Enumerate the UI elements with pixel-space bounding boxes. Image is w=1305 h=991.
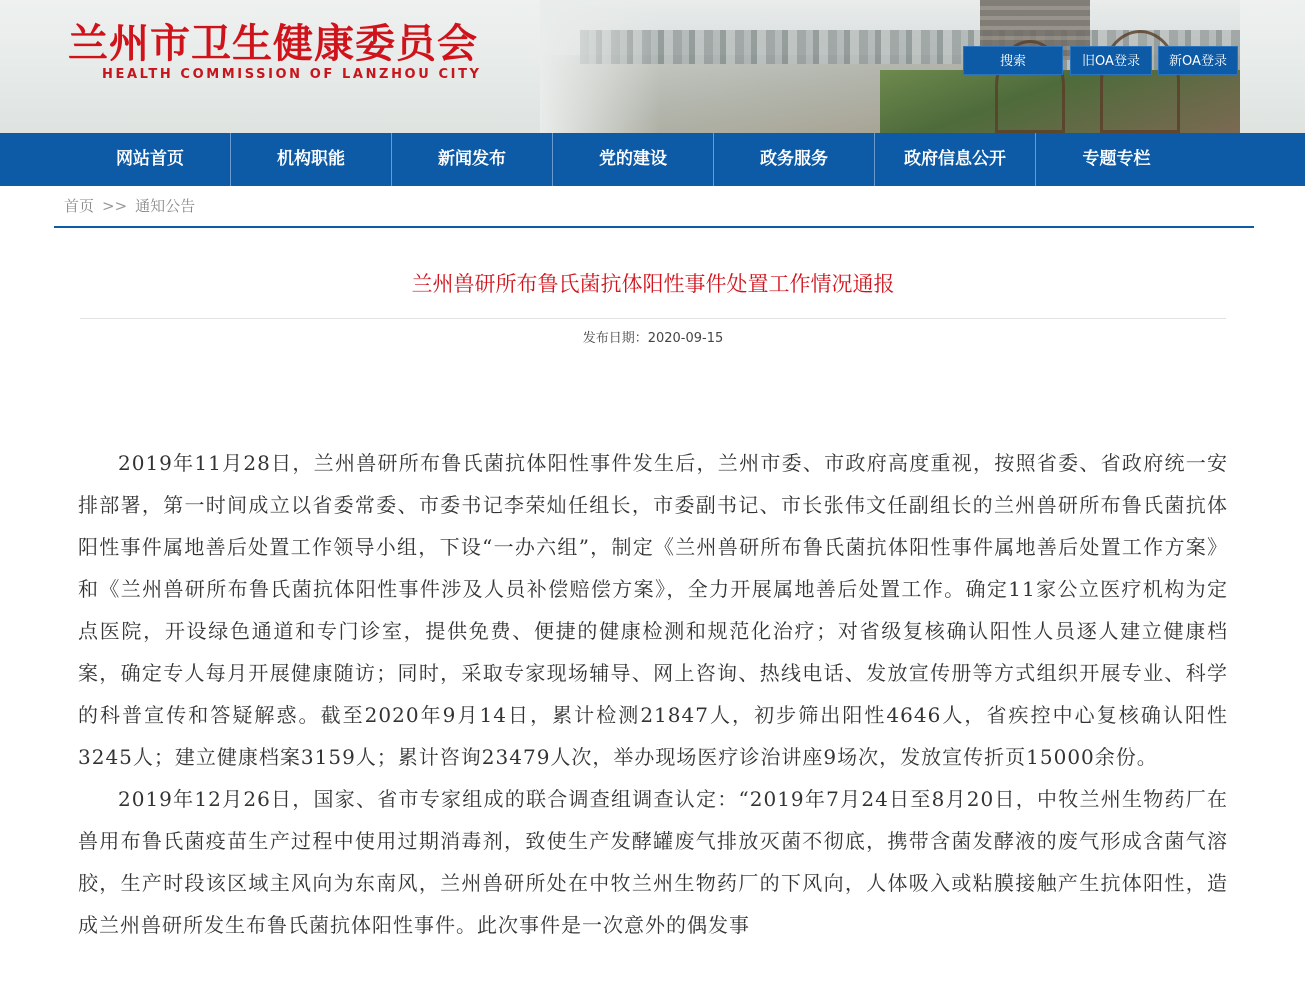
article-body bbox=[78, 442, 1228, 946]
publish-date-value: 2020-09-15 bbox=[647, 331, 724, 346]
header-banner bbox=[0, 0, 1305, 133]
main-nav bbox=[0, 133, 1305, 186]
nav-item-party[interactable]: 党的建设 bbox=[553, 133, 714, 186]
new-oa-login-button[interactable]: 新OA登录 bbox=[1158, 46, 1238, 75]
old-oa-login-button[interactable]: 旧OA登录 bbox=[1070, 46, 1152, 75]
publish-date-label: 发布日期： bbox=[582, 331, 648, 346]
article-paragraph: 2019年12月26日，国家、省市专家组成的联合调查组调查认定：“2019年7月24日至8月20日，中牧兰州生物药厂在兽用布鲁氏菌疫苗生产过程中使用过期消毒剂，致使生产发酵罐废气排放灭菌不彻底，携带含菌发酵液的废气形成含菌气溶胶，生产时段该区域主风向为东南风，兰州兽研所处在中牧兰州生物药厂的下风向，人体吸入或粘膜接触产生抗体阳性，造成兰州兽研所发生布鲁氏菌抗体阳性事件。此次事件是一次意外的偶发事 bbox=[78, 787, 1228, 937]
nav-item-news[interactable]: 新闻发布 bbox=[392, 133, 553, 186]
site-logo-title[interactable]: 兰州市卫生健康委员会 bbox=[68, 21, 478, 67]
nav-item-services[interactable]: 政务服务 bbox=[714, 133, 875, 186]
article-paragraph: 2019年11月28日，兰州兽研所布鲁氏菌抗体阳性事件发生后，兰州市委、市政府高度重视，按照省委、省政府统一安排部署，第一时间成立以省委常委、市委书记李荣灿任组长，市委副书记、市长张伟文任副组长的兰州兽研所布鲁氏菌抗体阳性事件属地善后处置工作领导小组，下设“一办六组”，制定《兰州兽研所布鲁氏菌抗体阳性事件属地善后处置工作方案》和《兰州兽研所布鲁氏菌抗体阳性事件涉及人员补偿赔偿方案》，全力开展属地善后处置工作。确定11家公立医疗机构为定点医院，开设绿色通道和专门诊室，提供免费、便捷的健康检测和规范化治疗；对省级复核确认阳性人员逐人建立健康档案，确定专人每月开展健康随访；同时，采取专家现场辅导、网上咨询、热线电话、发放宣传册等方式组织开展专业、科学的科普宣传和答疑解惑。截至2020年9月14日，累计检测21847人，初步筛出阳性4646人，省疾控中心复核确认阳性3245人；建立健康档案3159人；累计咨询23479人次，举办现场医疗诊治讲座9场次，发放宣传折页15000余份。 bbox=[78, 451, 1228, 769]
title-divider bbox=[80, 318, 1226, 319]
nav-item-home[interactable]: 网站首页 bbox=[70, 133, 231, 186]
site-logo-subtitle: HEALTH COMMISSION OF LANZHOU CITY bbox=[102, 67, 482, 82]
breadcrumb-current-link[interactable]: 通知公告 bbox=[135, 197, 196, 215]
nav-item-topics[interactable]: 专题专栏 bbox=[1082, 149, 1151, 169]
breadcrumb bbox=[54, 186, 1254, 228]
publish-date bbox=[80, 330, 1226, 348]
breadcrumb-separator: >> bbox=[102, 197, 128, 215]
nav-item-functions[interactable]: 机构职能 bbox=[231, 133, 392, 186]
search-button[interactable]: 搜索 bbox=[963, 46, 1063, 75]
nav-item-gov-info[interactable]: 政府信息公开 bbox=[875, 133, 1036, 186]
breadcrumb-home-link[interactable]: 首页 bbox=[64, 197, 95, 215]
article-title: 兰州兽研所布鲁氏菌抗体阳性事件处置工作情况通报 bbox=[411, 272, 895, 296]
